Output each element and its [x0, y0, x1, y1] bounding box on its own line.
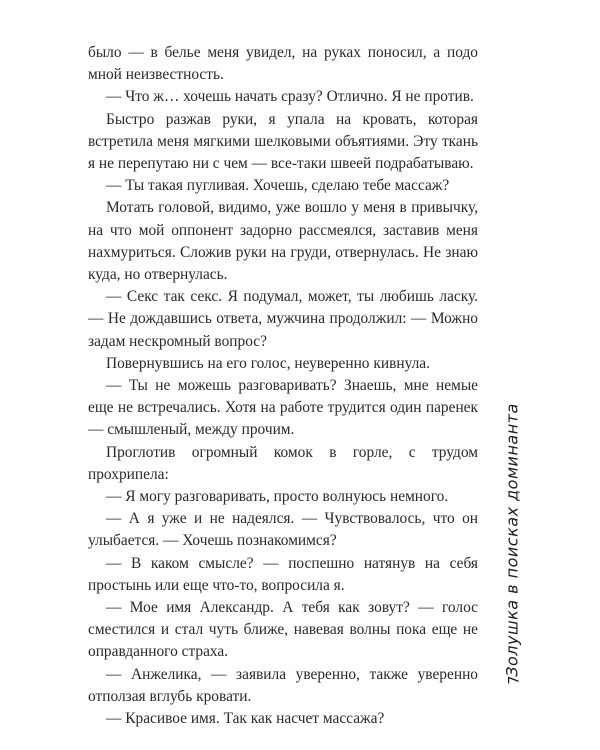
paragraph: Проглотив огромный комок в горле, с трудом прохрипела:: [88, 443, 478, 483]
paragraph: Мотать головой, видимо, уже вошло у меня в привычку, на что мой оппонент задорно рассмеялся, заставив меня нахмуриться. Сложив руки на груди, отвернулась. Не знаю куда, но отвернулась.: [88, 199, 478, 284]
paragraph: — Красивое имя. Так как насчет массажа?: [106, 710, 385, 728]
page-number-label: 7: [505, 675, 522, 685]
paragraph: — Я могу разговаривать, просто волнуюсь немного.: [106, 488, 449, 506]
paragraph: — Что ж… хочешь начать сразу? Отлично. Я не против.: [106, 88, 474, 106]
paragraph: — Мое имя Александр. А тебя как зовут? — голос сместился и стал чуть ближе, навевая волны пока еще не оправданного страха.: [88, 599, 478, 661]
running-head-vertical: [500, 405, 524, 675]
paragraph: — Ты такая пугливая. Хочешь, сделаю тебе массаж?: [106, 177, 450, 195]
paragraph: Быстро разжав руки, я упала на кровать, которая встретила меня мягкими шелковыми объятиями. Эту ткань я не перепутаю ни с чем — все-таки швеей подрабатываю.: [88, 110, 478, 173]
paragraph: — Секс так секс. Я подумал, может, ты любишь ласку. — Не дождавшись ответа, мужчина продолжил: — Можно задам нескромный вопрос?: [88, 288, 478, 350]
paragraph: — В каком смысле? — поспешно натянув на себя простынь или еще что-то, вопросила я.: [88, 554, 478, 594]
paragraph: — Анжелика, — заявила уверенно, также уверенно отползая вглубь кровати.: [88, 665, 478, 705]
paragraph: — Ты не можешь разговаривать? Знаешь, мне немые еще не встречались. Хотя на работе трудится один паренек — смышленый, между прочим.: [88, 377, 478, 439]
paragraph: — А я уже и не надеялся. — Чувствовалось, что он улыбается. — Хочешь познакомимся?: [88, 510, 478, 550]
page-number: [506, 672, 522, 690]
paragraph: было — в белье меня увидел, на руках поносил, а подо мной неизвестность.: [88, 44, 478, 84]
book-title: Золушка в поисках доминанта: [502, 403, 522, 677]
paragraph: Повернувшись на его голос, неуверенно кивнула.: [106, 354, 430, 372]
page-body-text: [88, 42, 478, 730]
